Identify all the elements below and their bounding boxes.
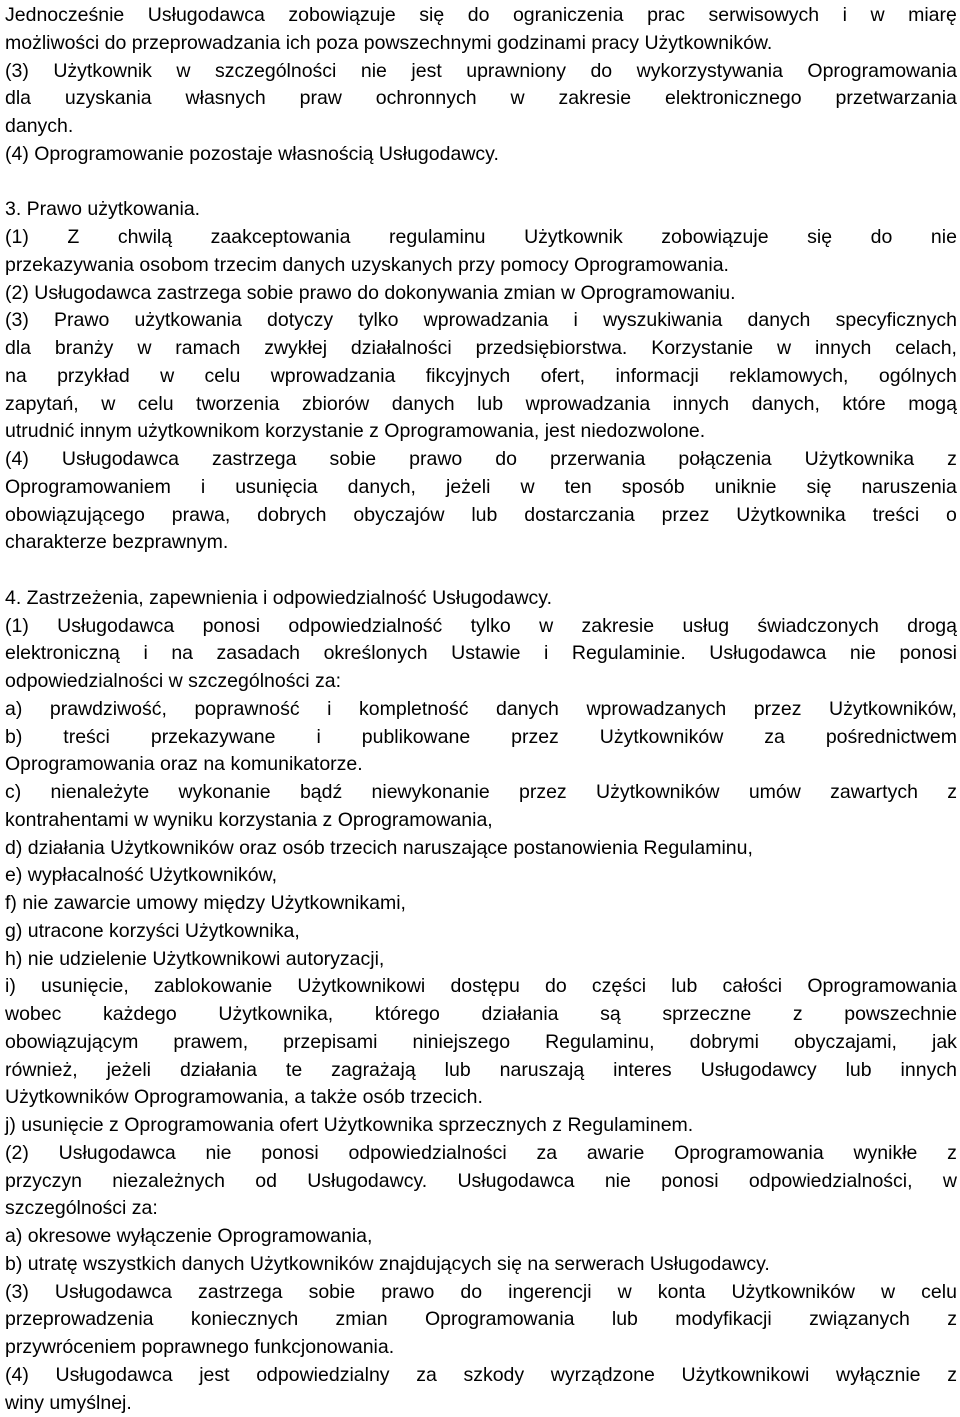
paragraph [5,724,957,780]
text-line: j) usunięcie z Oprogramowania ofert Użytkownika sprzecznych z Regulaminem. [5,1112,957,1140]
text-line: wobec każdego Użytkownika, którego działania są sprzeczne z powszechnie [5,1001,957,1029]
paragraph [5,1362,957,1417]
text-line: przeprowadzenia koniecznych zmian Oprogramowania lub modyfikacji związanych z [5,1306,957,1334]
text-line: utrudnić innym użytkownikom korzystanie z Oprogramowania, jest niedozwolone. [5,418,957,446]
paragraph [5,141,957,169]
text-line: d) działania Użytkowników oraz osób trzecich naruszające postanowienia Regulaminu, [5,835,957,863]
text-line: przywróceniem poprawnego funkcjonowania. [5,1334,957,1362]
text-line: g) utracone korzyści Użytkownika, [5,918,957,946]
text-line: przyczyn niezależnych od Usługodawcy. Usługodawca nie ponosi odpowiedzialności, w [5,1168,957,1196]
text-line: (3) Usługodawca zastrzega sobie prawo do ingerencji w konta Użytkowników w celu [5,1279,957,1307]
text-line: Użytkowników Oprogramowania, a także osób trzecich. [5,1084,957,1112]
text-line: dla branży w ramach zwykłej działalności przedsiębiorstwa. Korzystanie w innych celach, [5,335,957,363]
section-spacer [5,169,957,197]
text-line: kontrahentami w wyniku korzystania z Oprogramowania, [5,807,957,835]
text-line: szczególności za: [5,1195,957,1223]
text-line: c) nienależyte wykonanie bądź niewykonanie przez Użytkowników umów zawartych z [5,779,957,807]
paragraph [5,946,957,974]
text-line: 4. Zastrzeżenia, zapewnienia i odpowiedzialność Usługodawcy. [5,585,957,613]
text-line: elektroniczną i na zasadach określonych Ustawie i Regulaminie. Usługodawca nie ponosi [5,640,957,668]
paragraph [5,196,957,224]
text-line: a) prawdziwość, poprawność i kompletność danych wprowadzanych przez Użytkowników, [5,696,957,724]
paragraph [5,585,957,613]
text-line: również, jeżeli działania te zagrażają lub naruszają interes Usługodawcy lub innych [5,1057,957,1085]
paragraph [5,1223,957,1251]
paragraph [5,58,957,141]
paragraph [5,2,957,58]
paragraph [5,835,957,863]
text-line: przekazywania osobom trzecim danych uzyskanych przy pomocy Oprogramowania. [5,252,957,280]
text-line: a) okresowe wyłączenie Oprogramowania, [5,1223,957,1251]
paragraph [5,280,957,308]
text-line: (2) Usługodawca zastrzega sobie prawo do dokonywania zmian w Oprogramowaniu. [5,280,957,308]
text-line: winy umyślnej. [5,1390,957,1417]
text-line: (4) Usługodawca jest odpowiedzialny za szkody wyrządzone Użytkownikowi wyłącznie z [5,1362,957,1390]
paragraph [5,696,957,724]
text-line: zapytań, w celu tworzenia zbiorów danych lub wprowadzania innych danych, które mogą [5,391,957,419]
text-line: danych. [5,113,957,141]
text-line: (1) Z chwilą zaakceptowania regulaminu Użytkownik zobowiązuje się do nie [5,224,957,252]
text-line: (1) Usługodawca ponosi odpowiedzialność tylko w zakresie usług świadczonych drogą [5,613,957,641]
text-line: (3) Prawo użytkowania dotyczy tylko wprowadzania i wyszukiwania danych specyficznych [5,307,957,335]
paragraph [5,224,957,280]
text-line: Jednocześnie Usługodawca zobowiązuje się do ograniczenia prac serwisowych i w miarę [5,2,957,30]
paragraph [5,973,957,1112]
text-line: obowiązującym prawem, przepisami niniejszego Regulaminu, dobrymi obyczajami, jak [5,1029,957,1057]
text-line: obowiązującego prawa, dobrych obyczajów lub dostarczania przez Użytkownika treści o [5,502,957,530]
paragraph [5,1112,957,1140]
text-line: Oprogramowaniem i usunięcia danych, jeżeli w ten sposób uniknie się naruszenia [5,474,957,502]
text-line: Oprogramowania oraz na komunikatorze. [5,751,957,779]
text-line: (4) Usługodawca zastrzega sobie prawo do przerwania połączenia Użytkownika z [5,446,957,474]
paragraph [5,890,957,918]
text-line: b) treści przekazywane i publikowane przez Użytkowników za pośrednictwem [5,724,957,752]
paragraph [5,1140,957,1223]
paragraph [5,779,957,835]
section-spacer [5,557,957,585]
text-line: charakterze bezprawnym. [5,529,957,557]
text-line: dla uzyskania własnych praw ochronnych w zakresie elektronicznego przetwarzania [5,85,957,113]
text-line: (2) Usługodawca nie ponosi odpowiedzialności za awarie Oprogramowania wynikłe z [5,1140,957,1168]
text-line: na przykład w celu wprowadzania fikcyjnych ofert, informacji reklamowych, ogólnych [5,363,957,391]
text-line: e) wypłacalność Użytkowników, [5,862,957,890]
text-line: (4) Oprogramowanie pozostaje własnością Usługodawcy. [5,141,957,169]
paragraph [5,307,957,446]
text-line: 3. Prawo użytkowania. [5,196,957,224]
text-line: możliwości do przeprowadzania ich poza powszechnymi godzinami pracy Użytkowników. [5,30,957,58]
paragraph [5,862,957,890]
text-line: b) utratę wszystkich danych Użytkowników znajdujących się na serwerach Usługodawcy. [5,1251,957,1279]
paragraph [5,1251,957,1279]
paragraph [5,446,957,557]
text-line: (3) Użytkownik w szczególności nie jest uprawniony do wykorzystywania Oprogramowania [5,58,957,86]
text-line: f) nie zawarcie umowy między Użytkownikami, [5,890,957,918]
paragraph [5,918,957,946]
text-line: h) nie udzielenie Użytkownikowi autoryzacji, [5,946,957,974]
paragraph [5,1279,957,1362]
paragraph [5,613,957,696]
text-line: i) usunięcie, zablokowanie Użytkownikowi dostępu do części lub całości Oprogramowania [5,973,957,1001]
text-line: odpowiedzialności w szczególności za: [5,668,957,696]
